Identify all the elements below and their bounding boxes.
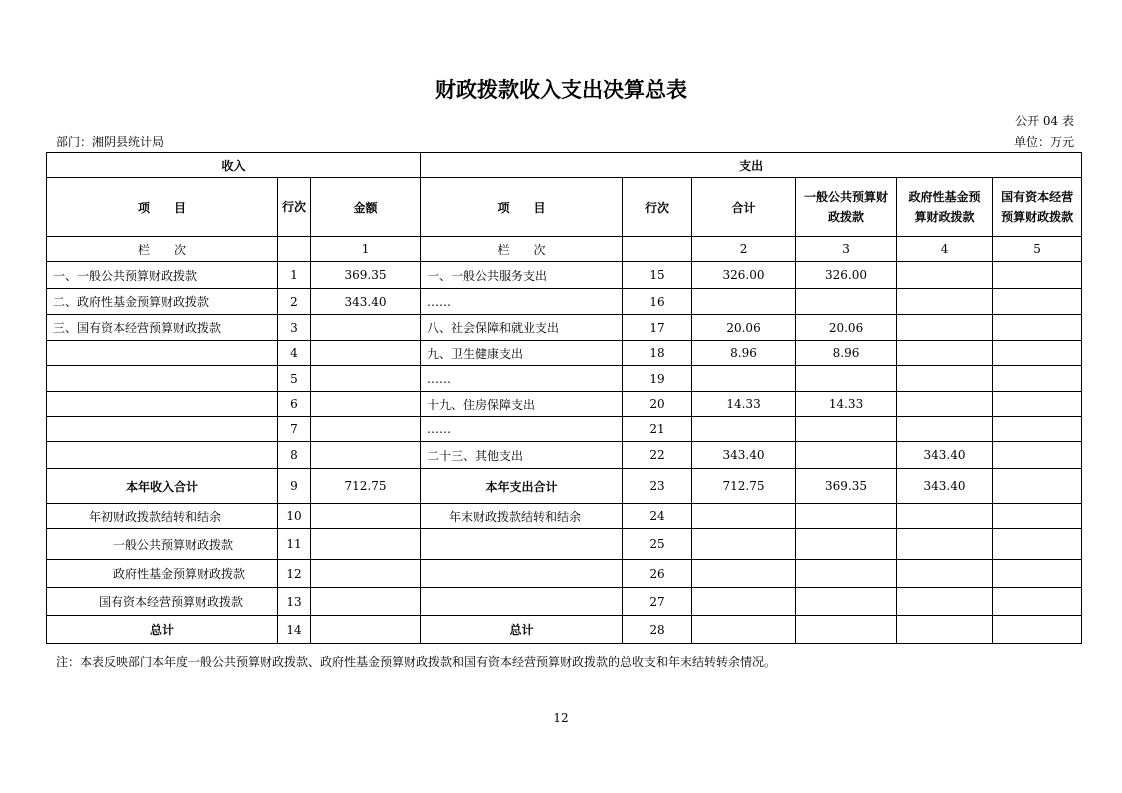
- table-row: [47, 417, 1082, 442]
- empty-cell: [692, 588, 796, 616]
- empty-cell: [993, 504, 1082, 529]
- expense-gov-fund-amount: 343.40: [897, 469, 993, 504]
- row-number: 13: [278, 588, 311, 616]
- expense-total-header: 合计: [692, 178, 796, 237]
- income-item-label: [47, 417, 278, 442]
- row-number: 20: [623, 392, 692, 417]
- empty-cell: [897, 616, 993, 644]
- income-item-label: [47, 392, 278, 417]
- table-row: [47, 392, 1082, 417]
- empty-cell: [993, 588, 1082, 616]
- expense-state-capital-amount: [993, 315, 1082, 341]
- income-item-label: 国有资本经营预算财政拨款: [47, 588, 278, 616]
- column-index-row: [47, 237, 1082, 262]
- expense-state-capital-amount: [993, 341, 1082, 366]
- expense-total-amount: 712.75: [692, 469, 796, 504]
- expense-state-capital-amount: [993, 469, 1082, 504]
- grand-total-row: [47, 616, 1082, 644]
- income-amount: [311, 392, 421, 417]
- expense-state-capital-amount: [993, 366, 1082, 392]
- table-row: [47, 341, 1082, 366]
- budget-summary-table: [46, 152, 1082, 644]
- expense-state-capital-amount: [993, 442, 1082, 469]
- expense-item-label: ……: [421, 417, 623, 442]
- column-index: 5: [993, 237, 1082, 262]
- expense-gov-fund-amount: [897, 262, 993, 289]
- income-amount-header: 金额: [311, 178, 421, 237]
- income-amount: [311, 442, 421, 469]
- empty-cell: [421, 588, 623, 616]
- empty-cell: [421, 529, 623, 560]
- expense-grand-total-label: 总计: [421, 616, 623, 644]
- income-amount: [311, 366, 421, 392]
- column-header-row: [47, 178, 1082, 237]
- expense-gov-fund-amount: [897, 315, 993, 341]
- row-number: 15: [623, 262, 692, 289]
- expense-annual-total-label: 本年支出合计: [421, 469, 623, 504]
- empty-cell: [993, 529, 1082, 560]
- empty-cell: [311, 616, 421, 644]
- data-rows: [47, 262, 1082, 469]
- gov-fund-header: 政府性基金预算财政拨款: [897, 178, 993, 237]
- row-number: 14: [278, 616, 311, 644]
- empty-cell: [311, 529, 421, 560]
- form-code: 公开 04 表: [1015, 114, 1074, 128]
- expense-total-amount: 326.00: [692, 262, 796, 289]
- income-annual-total-label: 本年收入合计: [47, 469, 278, 504]
- empty-cell: [692, 504, 796, 529]
- expense-gov-fund-amount: [897, 289, 993, 315]
- income-row-no-header: 行次: [278, 178, 311, 237]
- expense-total-amount: 14.33: [692, 392, 796, 417]
- expense-item-label: ……: [421, 289, 623, 315]
- expense-gov-fund-amount: [897, 341, 993, 366]
- carry-over-row: [47, 504, 1082, 529]
- row-number: 27: [623, 588, 692, 616]
- column-label: 栏 次: [47, 237, 278, 262]
- annual-total-row: [47, 469, 1082, 504]
- expense-item-header: 项 目: [421, 178, 623, 237]
- carry-over-row: [47, 588, 1082, 616]
- expense-gen-budget-amount: [796, 417, 897, 442]
- expense-gen-budget-amount: 326.00: [796, 262, 897, 289]
- empty-cell: [623, 237, 692, 262]
- income-item-label: 一般公共预算财政拨款: [47, 529, 278, 560]
- table-row: [47, 289, 1082, 315]
- row-number: 10: [278, 504, 311, 529]
- row-number: 22: [623, 442, 692, 469]
- empty-cell: [692, 616, 796, 644]
- expense-item-label: 二十三、其他支出: [421, 442, 623, 469]
- expense-gov-fund-amount: 343.40: [897, 442, 993, 469]
- empty-cell: [796, 616, 897, 644]
- column-index: 4: [897, 237, 993, 262]
- table-row: [47, 366, 1082, 392]
- empty-cell: [897, 588, 993, 616]
- expense-gen-budget-amount: 369.35: [796, 469, 897, 504]
- row-number: 3: [278, 315, 311, 341]
- page-number: 12: [553, 711, 569, 725]
- expense-item-label: 八、社会保障和就业支出: [421, 315, 623, 341]
- row-number: 26: [623, 560, 692, 588]
- empty-cell: [993, 560, 1082, 588]
- expense-gen-budget-amount: [796, 289, 897, 315]
- income-amount: [311, 315, 421, 341]
- expense-total-amount: 343.40: [692, 442, 796, 469]
- empty-cell: [311, 560, 421, 588]
- page-title: 财政拨款收入支出决算总表: [435, 78, 687, 102]
- row-number: 6: [278, 392, 311, 417]
- empty-cell: [311, 504, 421, 529]
- row-number: 16: [623, 289, 692, 315]
- unit-label: 单位：万元: [1013, 135, 1074, 149]
- column-index: 1: [311, 237, 421, 262]
- expense-total-amount: [692, 289, 796, 315]
- income-amount: [311, 341, 421, 366]
- expense-state-capital-amount: [993, 262, 1082, 289]
- empty-cell: [796, 588, 897, 616]
- income-amount: 369.35: [311, 262, 421, 289]
- row-number: 5: [278, 366, 311, 392]
- row-number: 2: [278, 289, 311, 315]
- expense-total-amount: 8.96: [692, 341, 796, 366]
- empty-cell: [993, 616, 1082, 644]
- row-number: 24: [623, 504, 692, 529]
- carry-over-row: [47, 560, 1082, 588]
- table-row: [47, 442, 1082, 469]
- row-number: 17: [623, 315, 692, 341]
- expense-gen-budget-amount: [796, 442, 897, 469]
- expense-item-label: 九、卫生健康支出: [421, 341, 623, 366]
- expense-section-header: 支出: [421, 153, 1082, 178]
- row-number: 8: [278, 442, 311, 469]
- row-number: 28: [623, 616, 692, 644]
- section-header-row: [47, 153, 1082, 178]
- expense-gen-budget-amount: 8.96: [796, 341, 897, 366]
- income-amount: 343.40: [311, 289, 421, 315]
- row-number: 11: [278, 529, 311, 560]
- expense-gov-fund-amount: [897, 392, 993, 417]
- carry-over-row: [47, 529, 1082, 560]
- expense-state-capital-amount: [993, 289, 1082, 315]
- empty-cell: [796, 529, 897, 560]
- row-number: 19: [623, 366, 692, 392]
- expense-state-capital-amount: [993, 392, 1082, 417]
- income-item-label: 二、政府性基金预算财政拨款: [47, 289, 278, 315]
- income-grand-total-label: 总计: [47, 616, 278, 644]
- expense-total-amount: 20.06: [692, 315, 796, 341]
- expense-gov-fund-amount: [897, 366, 993, 392]
- income-item-label: 三、国有资本经营预算财政拨款: [47, 315, 278, 341]
- row-number: 21: [623, 417, 692, 442]
- row-number: 7: [278, 417, 311, 442]
- column-index: 3: [796, 237, 897, 262]
- empty-cell: [796, 504, 897, 529]
- row-number: 25: [623, 529, 692, 560]
- row-number: 9: [278, 469, 311, 504]
- expense-item-label: 一、一般公共服务支出: [421, 262, 623, 289]
- income-item-label: 一、一般公共预算财政拨款: [47, 262, 278, 289]
- income-item-label: [47, 366, 278, 392]
- empty-cell: [311, 588, 421, 616]
- income-amount: [311, 417, 421, 442]
- expense-item-label: ……: [421, 366, 623, 392]
- income-item-header: 项 目: [47, 178, 278, 237]
- income-item-label: [47, 341, 278, 366]
- empty-cell: [692, 529, 796, 560]
- department-label: 部门：湘阴县统计局: [56, 135, 165, 149]
- expense-total-amount: [692, 366, 796, 392]
- table-row: [47, 262, 1082, 289]
- expense-total-amount: [692, 417, 796, 442]
- row-number: 23: [623, 469, 692, 504]
- row-number: 12: [278, 560, 311, 588]
- income-item-label: [47, 442, 278, 469]
- empty-cell: [897, 504, 993, 529]
- column-label: 栏 次: [421, 237, 623, 262]
- expense-gen-budget-amount: 14.33: [796, 392, 897, 417]
- gen-budget-header: 一般公共预算财政拨款: [796, 178, 897, 237]
- empty-cell: [897, 529, 993, 560]
- expense-item-label: 年末财政拨款结转和结余: [421, 504, 623, 529]
- table-row: [47, 315, 1082, 341]
- row-number: 18: [623, 341, 692, 366]
- row-number: 1: [278, 262, 311, 289]
- expense-gov-fund-amount: [897, 417, 993, 442]
- empty-cell: [692, 560, 796, 588]
- footnote: 注：本表反映部门本年度一般公共预算财政拨款、政府性基金预算财政拨款和国有资本经营预算财政拨款的总收支和年末结转转余情况。: [56, 655, 777, 669]
- expense-gen-budget-amount: [796, 366, 897, 392]
- empty-cell: [278, 237, 311, 262]
- state-capital-header: 国有资本经营预算财政拨款: [993, 178, 1082, 237]
- income-section-header: 收入: [47, 153, 421, 178]
- empty-cell: [421, 560, 623, 588]
- income-annual-total-amount: 712.75: [311, 469, 421, 504]
- expense-gen-budget-amount: 20.06: [796, 315, 897, 341]
- income-item-label: 年初财政拨款结转和结余: [47, 504, 278, 529]
- income-item-label: 政府性基金预算财政拨款: [47, 560, 278, 588]
- expense-row-no-header: 行次: [623, 178, 692, 237]
- column-index: 2: [692, 237, 796, 262]
- expense-state-capital-amount: [993, 417, 1082, 442]
- empty-cell: [796, 560, 897, 588]
- empty-cell: [897, 560, 993, 588]
- row-number: 4: [278, 341, 311, 366]
- expense-item-label: 十九、住房保障支出: [421, 392, 623, 417]
